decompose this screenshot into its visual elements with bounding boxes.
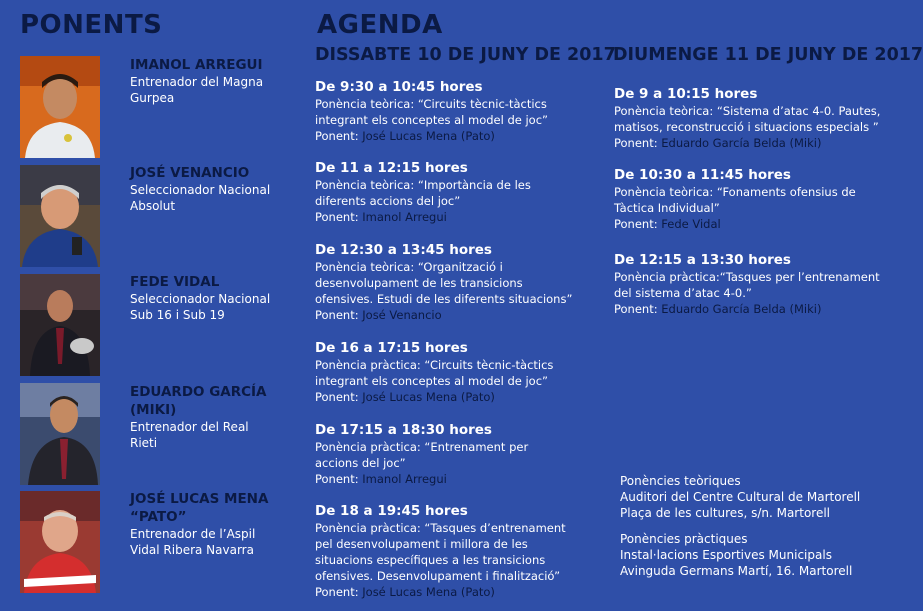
agenda-title: AGENDA (317, 10, 443, 40)
session-ponent: Ponent: José Lucas Mena (Pato) (315, 585, 495, 599)
session-ponent: Ponent: Imanol Arregui (315, 472, 447, 486)
day-heading-sunday: DIUMENGE 11 DE JUNY DE 2017 (613, 45, 923, 65)
speaker-name: JOSÉ LUCAS MENA “PATO” (130, 491, 269, 525)
session-description: Ponència teòrica: “Sistema d’atac 4-0. Pautes, matisos, reconstrucció i situacions especials ” (614, 104, 881, 134)
photo-imanol-arregui (20, 56, 100, 158)
speaker-name: FEDE VIDAL (130, 274, 220, 290)
photo-fede-vidal (20, 274, 100, 376)
ponents-title: PONENTS (20, 10, 163, 40)
session-time: De 12:30 a 13:45 hores (315, 242, 492, 258)
session (315, 503, 590, 600)
session-time: De 12:15 a 13:30 hores (614, 252, 791, 268)
session-time: De 18 a 19:45 hores (315, 503, 468, 519)
venue-theory: Ponències teòriques Auditori del Centre Cultural de Martorell Plaça de les cultures, s/n. Martorell (620, 474, 861, 520)
session (614, 252, 882, 317)
session (614, 167, 882, 232)
session-description: Ponència pràctica: “Circuits tècnic-tàctics integrant els conceptes al model de joc” (315, 358, 554, 388)
session-description: Ponència teòrica: “Importància de les diferents accions del joc” (315, 178, 531, 208)
session-ponent: Ponent: Imanol Arregui (315, 210, 447, 224)
session (315, 160, 590, 225)
venue-practice: Ponències pràctiques Instal·lacions Esportives Municipals Avinguda Germans Martí, 16. Martorell (620, 532, 853, 578)
speaker-role: Seleccionador Nacional Sub 16 i Sub 19 (130, 292, 271, 322)
speaker-name: EDUARDO GARCÍA (MIKI) (130, 384, 267, 418)
session-time: De 17:15 a 18:30 hores (315, 422, 492, 438)
session-ponent: Ponent: Eduardo García Belda (Miki) (614, 136, 822, 150)
session (614, 86, 882, 151)
session-time: De 9:30 a 10:45 hores (315, 79, 483, 95)
speaker-name: IMANOL ARREGUI (130, 57, 263, 73)
session-description: Ponència teòrica: “Fonaments ofensius de Tàctica Individual” (614, 185, 856, 215)
session-description: Ponència teòrica: “Organització i desenvolupament de les transicions ofensives. Estudi de les diferents situacions” (315, 260, 573, 306)
photo-jose-venancio (20, 165, 100, 267)
speaker-role: Entrenador de l’Aspil Vidal Ribera Navarra (130, 527, 256, 557)
session-time: De 9 a 10:15 hores (614, 86, 758, 102)
speaker-role: Seleccionador Nacional Absolut (130, 183, 271, 213)
session-ponent: Ponent: José Lucas Mena (Pato) (315, 129, 495, 143)
day-heading-saturday: DISSABTE 10 DE JUNY DE 2017 (315, 45, 616, 65)
session-time: De 11 a 12:15 hores (315, 160, 468, 176)
session-description: Ponència pràctica:“Tasques per l’entrenament del sistema d’atac 4-0.” (614, 270, 880, 300)
session (315, 242, 590, 323)
session-description: Ponència pràctica: “Tasques d’entrenament pel desenvolupament i millora de les situacions específiques a les transicions ofensives. Desenvolupament i finalització” (315, 521, 566, 583)
speaker-role: Entrenador del Magna Gurpea (130, 75, 264, 105)
speaker-name: JOSÉ VENANCIO (130, 165, 250, 181)
session (315, 79, 590, 144)
photo-jose-lucas-mena (20, 491, 100, 593)
session-ponent: Ponent: José Lucas Mena (Pato) (315, 390, 495, 404)
photo-eduardo-garcia (20, 383, 100, 485)
speaker-role: Entrenador del Real Rieti (130, 420, 249, 450)
session-ponent: Ponent: José Venancio (315, 308, 442, 322)
session-description: Ponència teòrica: “Circuits tècnic-tàctics integrant els conceptes al model de joc” (315, 97, 548, 127)
session-description: Ponència pràctica: “Entrenament per accions del joc” (315, 440, 529, 470)
session-time: De 10:30 a 11:45 hores (614, 167, 791, 183)
session-ponent: Ponent: Eduardo García Belda (Miki) (614, 302, 822, 316)
session-ponent: Ponent: Fede Vidal (614, 217, 721, 231)
session-time: De 16 a 17:15 hores (315, 340, 468, 356)
session (315, 340, 590, 405)
session (315, 422, 590, 487)
